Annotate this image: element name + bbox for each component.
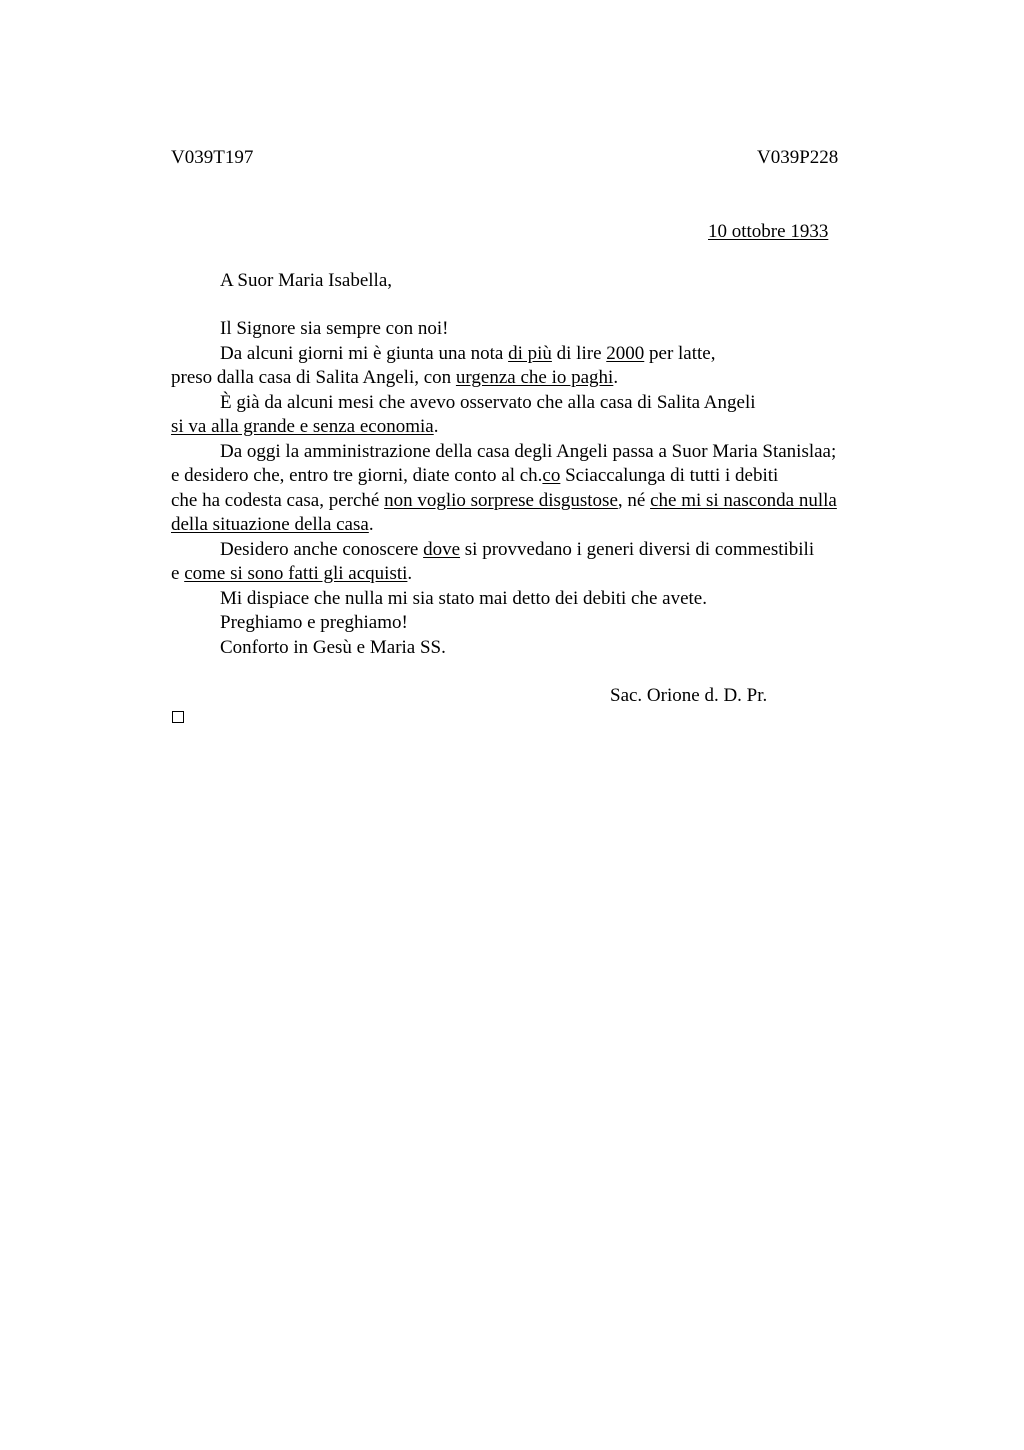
body-line: Preghiamo e preghiamo! bbox=[220, 612, 408, 633]
body-line: della situazione della casa. bbox=[171, 514, 374, 535]
body-line: Desidero anche conoscere dove si provvedano i generi diversi di commestibili bbox=[220, 538, 815, 560]
letter-salutation: A Suor Maria Isabella, bbox=[220, 270, 393, 291]
end-marker-box-icon bbox=[172, 711, 184, 723]
body-line: È già da alcuni mesi che avevo osservato che alla casa di Salita Angeli bbox=[220, 391, 756, 413]
document-code-right: V039P228 bbox=[757, 147, 839, 168]
letter-signature: Sac. Orione d. D. Pr. bbox=[610, 685, 768, 706]
body-line: si va alla grande e senza economia. bbox=[171, 416, 439, 437]
body-line: e come si sono fatti gli acquisti. bbox=[171, 563, 413, 584]
body-line: Conforto in Gesù e Maria SS. bbox=[220, 636, 446, 658]
body-line: Il Signore sia sempre con noi! bbox=[220, 318, 449, 339]
body-line: che ha codesta casa, perché non voglio sorprese disgustose, né che mi si nasconda nulla bbox=[171, 489, 837, 511]
body-line: Da alcuni giorni mi è giunta una nota di più di lire 2000 per latte, bbox=[220, 342, 716, 364]
body-line: preso dalla casa di Salita Angeli, con urgenza che io paghi. bbox=[171, 367, 619, 388]
body-line: Mi dispiace che nulla mi sia stato mai detto dei debiti che avete. bbox=[220, 587, 707, 609]
letter-date: 10 ottobre 1933 bbox=[708, 221, 829, 242]
document-code-left: V039T197 bbox=[171, 147, 254, 168]
body-line: e desidero che, entro tre giorni, diate conto al ch.co Sciaccalunga di tutti i debiti bbox=[171, 465, 779, 486]
body-line: Da oggi la amministrazione della casa degli Angeli passa a Suor Maria Stanislaa; bbox=[220, 440, 837, 462]
letter-body bbox=[171, 317, 911, 660]
